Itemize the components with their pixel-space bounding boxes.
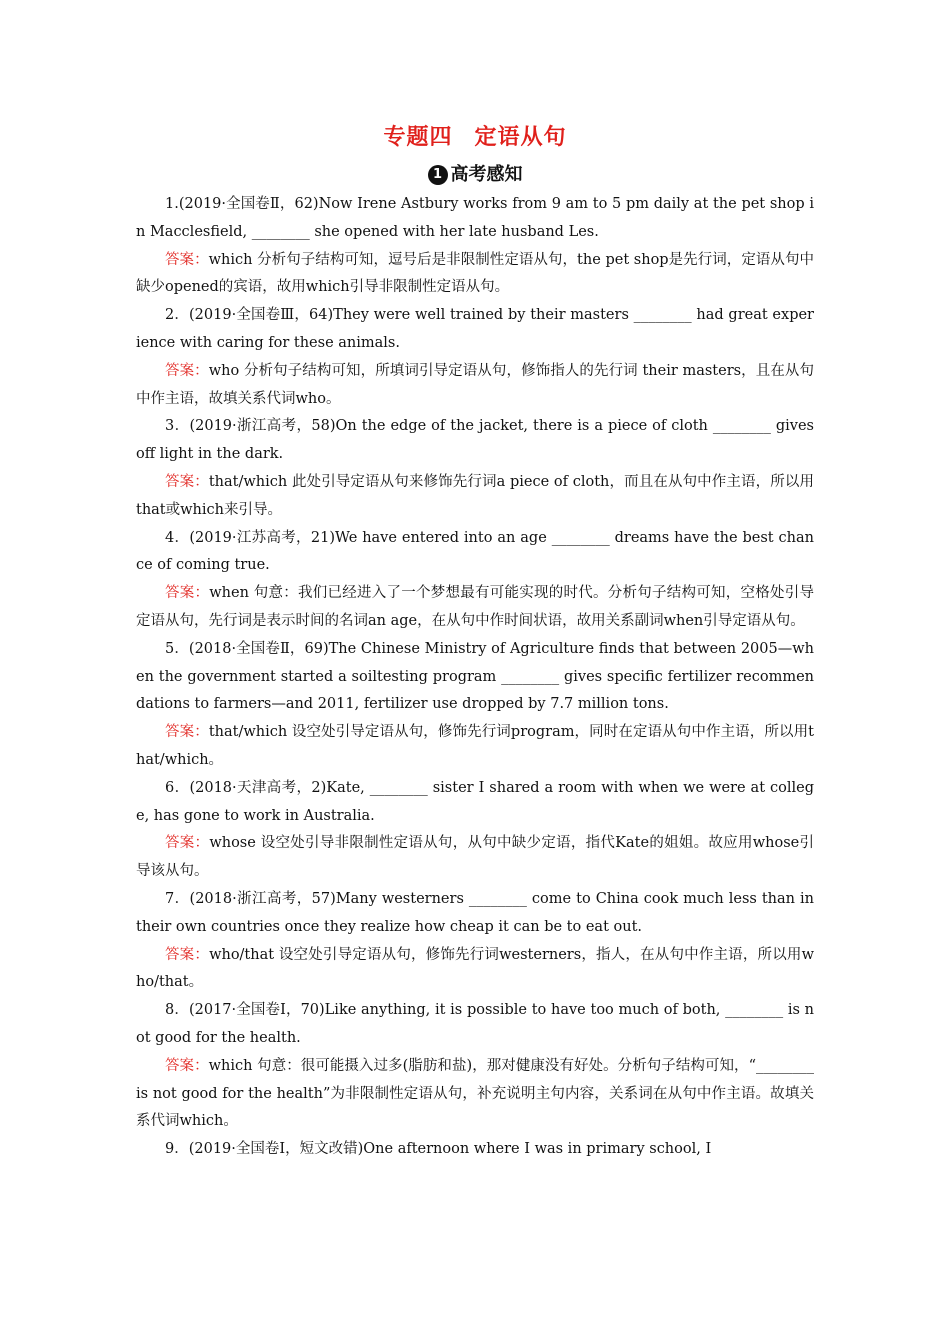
answer-label: 答案： [165, 362, 209, 379]
question-text: 5．(2018·全国卷Ⅱ，69)The Chinese Ministry of Agriculture finds that between 2005—when the government started a soiltesting program ________ gives specific fertilizer recommendations to farmers—and 2011, fertilizer use dropped by 7.7 million tons. [136, 640, 814, 713]
answer-text [136, 247, 814, 303]
answer-body: which 分析句子结构可知，逗号后是非限制性定语从句，the pet shop是先行词，定语从句中缺少opened的宾语，故用which引导非限制性定语从句。 [136, 251, 815, 296]
question-text: 1.(2019·全国卷Ⅱ，62)Now Irene Astbury works from 9 am to 5 pm daily at the pet shop in Macclesfield, ________ she opened with her late husband Les. [136, 196, 814, 240]
question-text: 8．(2017·全国卷Ⅰ，70)Like anything, it is possible to have too much of both, ________ is not good for the health. [136, 1002, 814, 1046]
answer-body: who 分析句子结构可知，所填词引导定语从句，修饰指人的先行词 their masters，且在从句中作主语，故填关系代词who。 [136, 362, 814, 407]
answer-body: that/which 此处引导定语从句来修饰先行词a piece of cloth，而且在从句中作主语，所以用that或which来引导。 [136, 473, 815, 518]
section-heading [0, 160, 950, 186]
answer-text [136, 580, 814, 636]
question-text: 9．(2019·全国卷Ⅰ，短文改错)One afternoon where I was in primary school, I [165, 1141, 712, 1158]
title-part-subject: 定语从句 [474, 124, 567, 150]
question-list [136, 191, 814, 1164]
answer-body: which 句意：很可能摄入过多(脂肪和盐)，那对健康没有好处。分析句子结构可知，“________ is not good for the health”为非限制性定语从句，补充说明主句内容，关系词在从句中作主语。故填关系代词which。 [136, 1057, 814, 1130]
answer-text [136, 830, 814, 886]
answer-label: 答案： [165, 1057, 209, 1074]
answer-label: 答案： [165, 835, 210, 852]
answer-text [136, 1053, 814, 1136]
answer-label: 答案： [165, 724, 209, 741]
question-text: 7．(2018·浙江高考，57)Many westerners ________ come to China cook much less than in their own countries once they realize how cheap it can be to eat out. [136, 890, 814, 935]
answer-text [136, 719, 814, 775]
answer-label: 答案： [165, 585, 210, 602]
number-one-circle-icon: 1 [428, 165, 448, 185]
answer-label: 答案： [165, 473, 209, 490]
question-text: 2．(2019·全国卷Ⅲ，64)They were well trained by their masters ________ had great experience with caring for these animals. [136, 307, 814, 351]
question-text: 6．(2018·天津高考，2)Kate, ________ sister I shared a room with when we were at college, has gone to work in Australia. [136, 779, 814, 824]
title-part-topic: 专题四 [383, 124, 453, 150]
question-text: 3．(2019·浙江高考，58)On the edge of the jacket, there is a piece of cloth ________ gives off light in the dark. [136, 418, 814, 463]
answer-text [136, 942, 814, 998]
section-label: 高考感知 [450, 164, 523, 185]
answer-label: 答案： [165, 946, 210, 963]
answer-text [136, 469, 814, 525]
page-title [0, 120, 950, 151]
answer-body: that/which 设空处引导定语从句，修饰先行词program，同时在定语从句中作主语，所以用that/which。 [136, 724, 815, 768]
answer-body: when 句意：我们已经进入了一个梦想最有可能实现的时代。分析句子结构可知，空格处引导定语从句，先行词是表示时间的名词an age，在从句中作时间状语，故用关系副词when引导定语从句。 [136, 585, 814, 629]
question-text: 4．(2019·江苏高考，21)We have entered into an age ________ dreams have the best chance of coming true. [136, 529, 814, 574]
answer-label: 答案： [165, 251, 209, 268]
answer-text [136, 358, 814, 414]
answer-body: who/that 设空处引导定语从句，修饰先行词westerners，指人，在从句中作主语，所以用who/that。 [136, 946, 815, 991]
answer-body: whose 设空处引导非限制性定语从句，从句中缺少定语，指代Kate的姐姐。故应用whose引导该从句。 [136, 835, 814, 880]
